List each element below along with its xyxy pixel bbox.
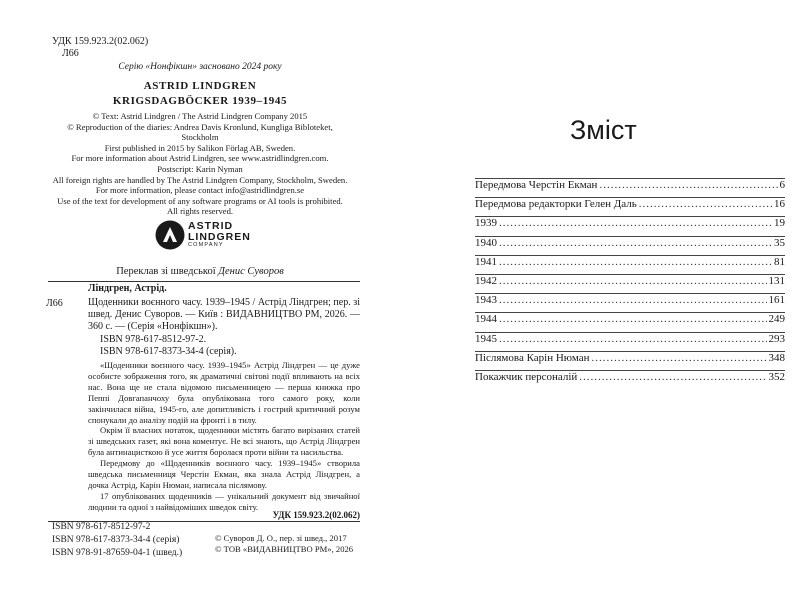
rights-line: Use of the text for development of any software programs or AI tools is prohibited. xyxy=(57,195,343,206)
udk-code: УДК 159.923.2(02.062) xyxy=(52,36,149,47)
toc-entry[interactable] xyxy=(475,332,785,351)
toc-leader-dots xyxy=(499,256,772,268)
rights-block xyxy=(40,111,360,217)
toc-entry-title: 1943 xyxy=(475,294,497,307)
translator-name: Денис Суворов xyxy=(218,266,284,277)
table-of-contents xyxy=(475,178,785,389)
toc-entry[interactable] xyxy=(475,236,785,255)
toc-entry-title: 1945 xyxy=(475,332,497,345)
toc-entry-page: 16 xyxy=(774,198,785,211)
toc-leader-dots xyxy=(592,352,767,364)
toc-entry[interactable] xyxy=(475,351,785,370)
toc-entry[interactable] xyxy=(475,370,785,389)
rights-line: All foreign rights are handled by The Astrid Lindgren Company, Stockholm, Sweden. xyxy=(52,174,348,185)
toc-entry-page: 352 xyxy=(768,370,785,383)
logo-line-lindgren: LINDGREN xyxy=(188,230,251,243)
rights-line: For more information, please contact info@astridlindgren.se xyxy=(95,185,305,196)
annotation-paragraph: 17 опублікованих щоденників — унікальний документ від звичайної людини та одної з найвідоміших шведок світу. xyxy=(88,490,360,512)
toc-entry-page: 19 xyxy=(774,217,785,230)
rights-line: Stockholm xyxy=(181,132,219,143)
toc-entry[interactable] xyxy=(475,197,785,216)
catalog-code: Л66 xyxy=(46,298,63,309)
annotation-paragraph: Передмову до «Щоденників воєнного часу. 1939–1945» створила шведська письменниця Черстін Екман, яка знала Астрід Ліндгрен, а дочка Астрід, Карін Нюман, написала післямову. xyxy=(88,458,360,490)
toc-leader-dots xyxy=(499,237,772,249)
toc-entry-title: 1940 xyxy=(475,236,497,249)
toc-entry-page: 6 xyxy=(779,179,785,191)
rights-line: © Text: Astrid Lindgren / The Astrid Lindgren Company 2015 xyxy=(92,111,308,121)
catalog-divider xyxy=(48,281,360,282)
toc-leader-dots xyxy=(639,198,772,210)
copyright-line: © Суворов Д. О., пер. зі швед., 2017 xyxy=(215,533,347,543)
toc-entry-title: Післямова Карін Нюман xyxy=(475,351,590,364)
toc-entry[interactable] xyxy=(475,293,785,312)
isbn-block xyxy=(52,521,182,560)
catalog-isbn-series: ISBN 978-617-8373-34-4 (серія). xyxy=(100,346,237,357)
catalog-author-heading: Ліндгрен, Астрід. xyxy=(88,283,167,294)
logo-line-astrid: ASTRID xyxy=(188,220,234,232)
toc-entry-title: Покажчик персоналій xyxy=(475,370,578,383)
toc-entry-page: 131 xyxy=(768,274,785,287)
rights-line: First published in 2015 by Salikon Förlag AB, Sweden. xyxy=(104,142,296,153)
toc-leader-dots xyxy=(579,371,766,383)
toc-entry-title: Передмова редакторки Гелен Даль xyxy=(475,198,637,211)
toc-title: Зміст xyxy=(570,115,637,145)
toc-entry-title: 1944 xyxy=(475,313,497,326)
logo-wordmark xyxy=(188,221,251,249)
toc-leader-dots xyxy=(499,217,772,229)
rights-line: Postscript: Karin Nyman xyxy=(157,163,243,174)
toc-entry[interactable] xyxy=(475,178,785,197)
book-annotation xyxy=(88,360,360,513)
toc-entry-page: 35 xyxy=(774,236,785,249)
toc-entry[interactable] xyxy=(475,255,785,274)
isbn-line: ISBN 978-617-8512-97-2 xyxy=(52,522,151,532)
translator-credit xyxy=(40,266,360,277)
copyright-line: © ТОВ «ВИДАВНИЦТВО РМ», 2026 xyxy=(215,544,354,554)
rights-line: For more information about Astrid Lindgren, see www.astridlindgren.com. xyxy=(71,153,329,164)
toc-entry-title: Передмова Черстін Екман xyxy=(475,179,598,191)
toc-entry[interactable] xyxy=(475,274,785,293)
toc-leader-dots xyxy=(499,333,767,345)
annotation-paragraph: «Щоденники воєнного часу. 1939–1945» Астрід Ліндгрен — це дуже особисте зображення того, як драматичні світові події впливають на всіх нас. Вона ще не стала відомою письменницею — перша книжка про Пеппі Довгапанчоху була опублікована того самого року, коли закінчилася війна, 1945-го, але допитливість і гострий критичний розум спонукали до аналізу подій на фронті і в тилу. xyxy=(88,360,360,425)
isbn-line: ISBN 978-617-8373-34-4 (серія) xyxy=(52,535,180,545)
classifier-code: Л66 xyxy=(62,48,79,59)
toc-entry[interactable] xyxy=(475,216,785,235)
toc-entry-title: 1941 xyxy=(475,255,497,268)
udk-bottom: УДК 159.923.2(02.062) xyxy=(272,510,360,520)
catalog-isbn: ISBN 978-617-8512-97-2. xyxy=(100,334,207,345)
rights-line: All rights reserved. xyxy=(166,206,234,217)
copyright-block xyxy=(215,533,353,555)
toc-entry-page: 249 xyxy=(768,313,785,326)
toc-leader-dots xyxy=(599,179,777,191)
toc-entry[interactable] xyxy=(475,312,785,331)
toc-entry-title: 1939 xyxy=(475,217,497,230)
series-note: Серію «Нонфікшн» засновано 2024 року xyxy=(118,62,282,72)
rights-line: © Reproduction of the diaries: Andrea Davis Kronlund, Kungliga Bibloteket, xyxy=(67,121,333,132)
toc-leader-dots xyxy=(499,275,767,287)
toc-leader-dots xyxy=(499,313,767,325)
astrid-lindgren-logo-mark-icon xyxy=(155,220,185,250)
catalog-isbn-list xyxy=(100,334,237,358)
catalog-description: Щоденники воєнного часу. 1939–1945 / Астрід Ліндгрен; пер. зі швед. Денис Суворов. — Київ : ВИДАВНИЦТВО РМ, 2026. — 360 с. — (Серія «Нонфікшн»). xyxy=(88,297,360,332)
original-title: KRIGSDAGBÖCKER 1939–1945 xyxy=(112,95,288,107)
logo-line-company: COMPANY xyxy=(188,242,224,248)
toc-entry-page: 348 xyxy=(768,351,785,364)
toc-entry-page: 161 xyxy=(768,294,785,307)
isbn-line: ISBN 978-91-87659-04-1 (швед.) xyxy=(52,548,183,558)
translator-label: Переклав зі шведської xyxy=(116,266,216,277)
original-author: ASTRID LINDGREN xyxy=(143,80,257,92)
toc-entry-page: 293 xyxy=(768,332,785,345)
astrid-lindgren-company-logo xyxy=(155,220,275,252)
toc-entry-title: 1942 xyxy=(475,274,497,287)
toc-leader-dots xyxy=(499,294,767,306)
udk-header xyxy=(52,36,148,60)
toc-entry-page: 81 xyxy=(774,255,785,268)
contents-page xyxy=(400,0,800,600)
annotation-paragraph: Окрім її власних нотаток, щоденники містять багато вирізаних статей зі шведських газет, які вона коментує. Не всі знають, що Астрід Ліндгрен була антинацисткою й усе життя боролася проти війни та насильства. xyxy=(88,425,360,458)
